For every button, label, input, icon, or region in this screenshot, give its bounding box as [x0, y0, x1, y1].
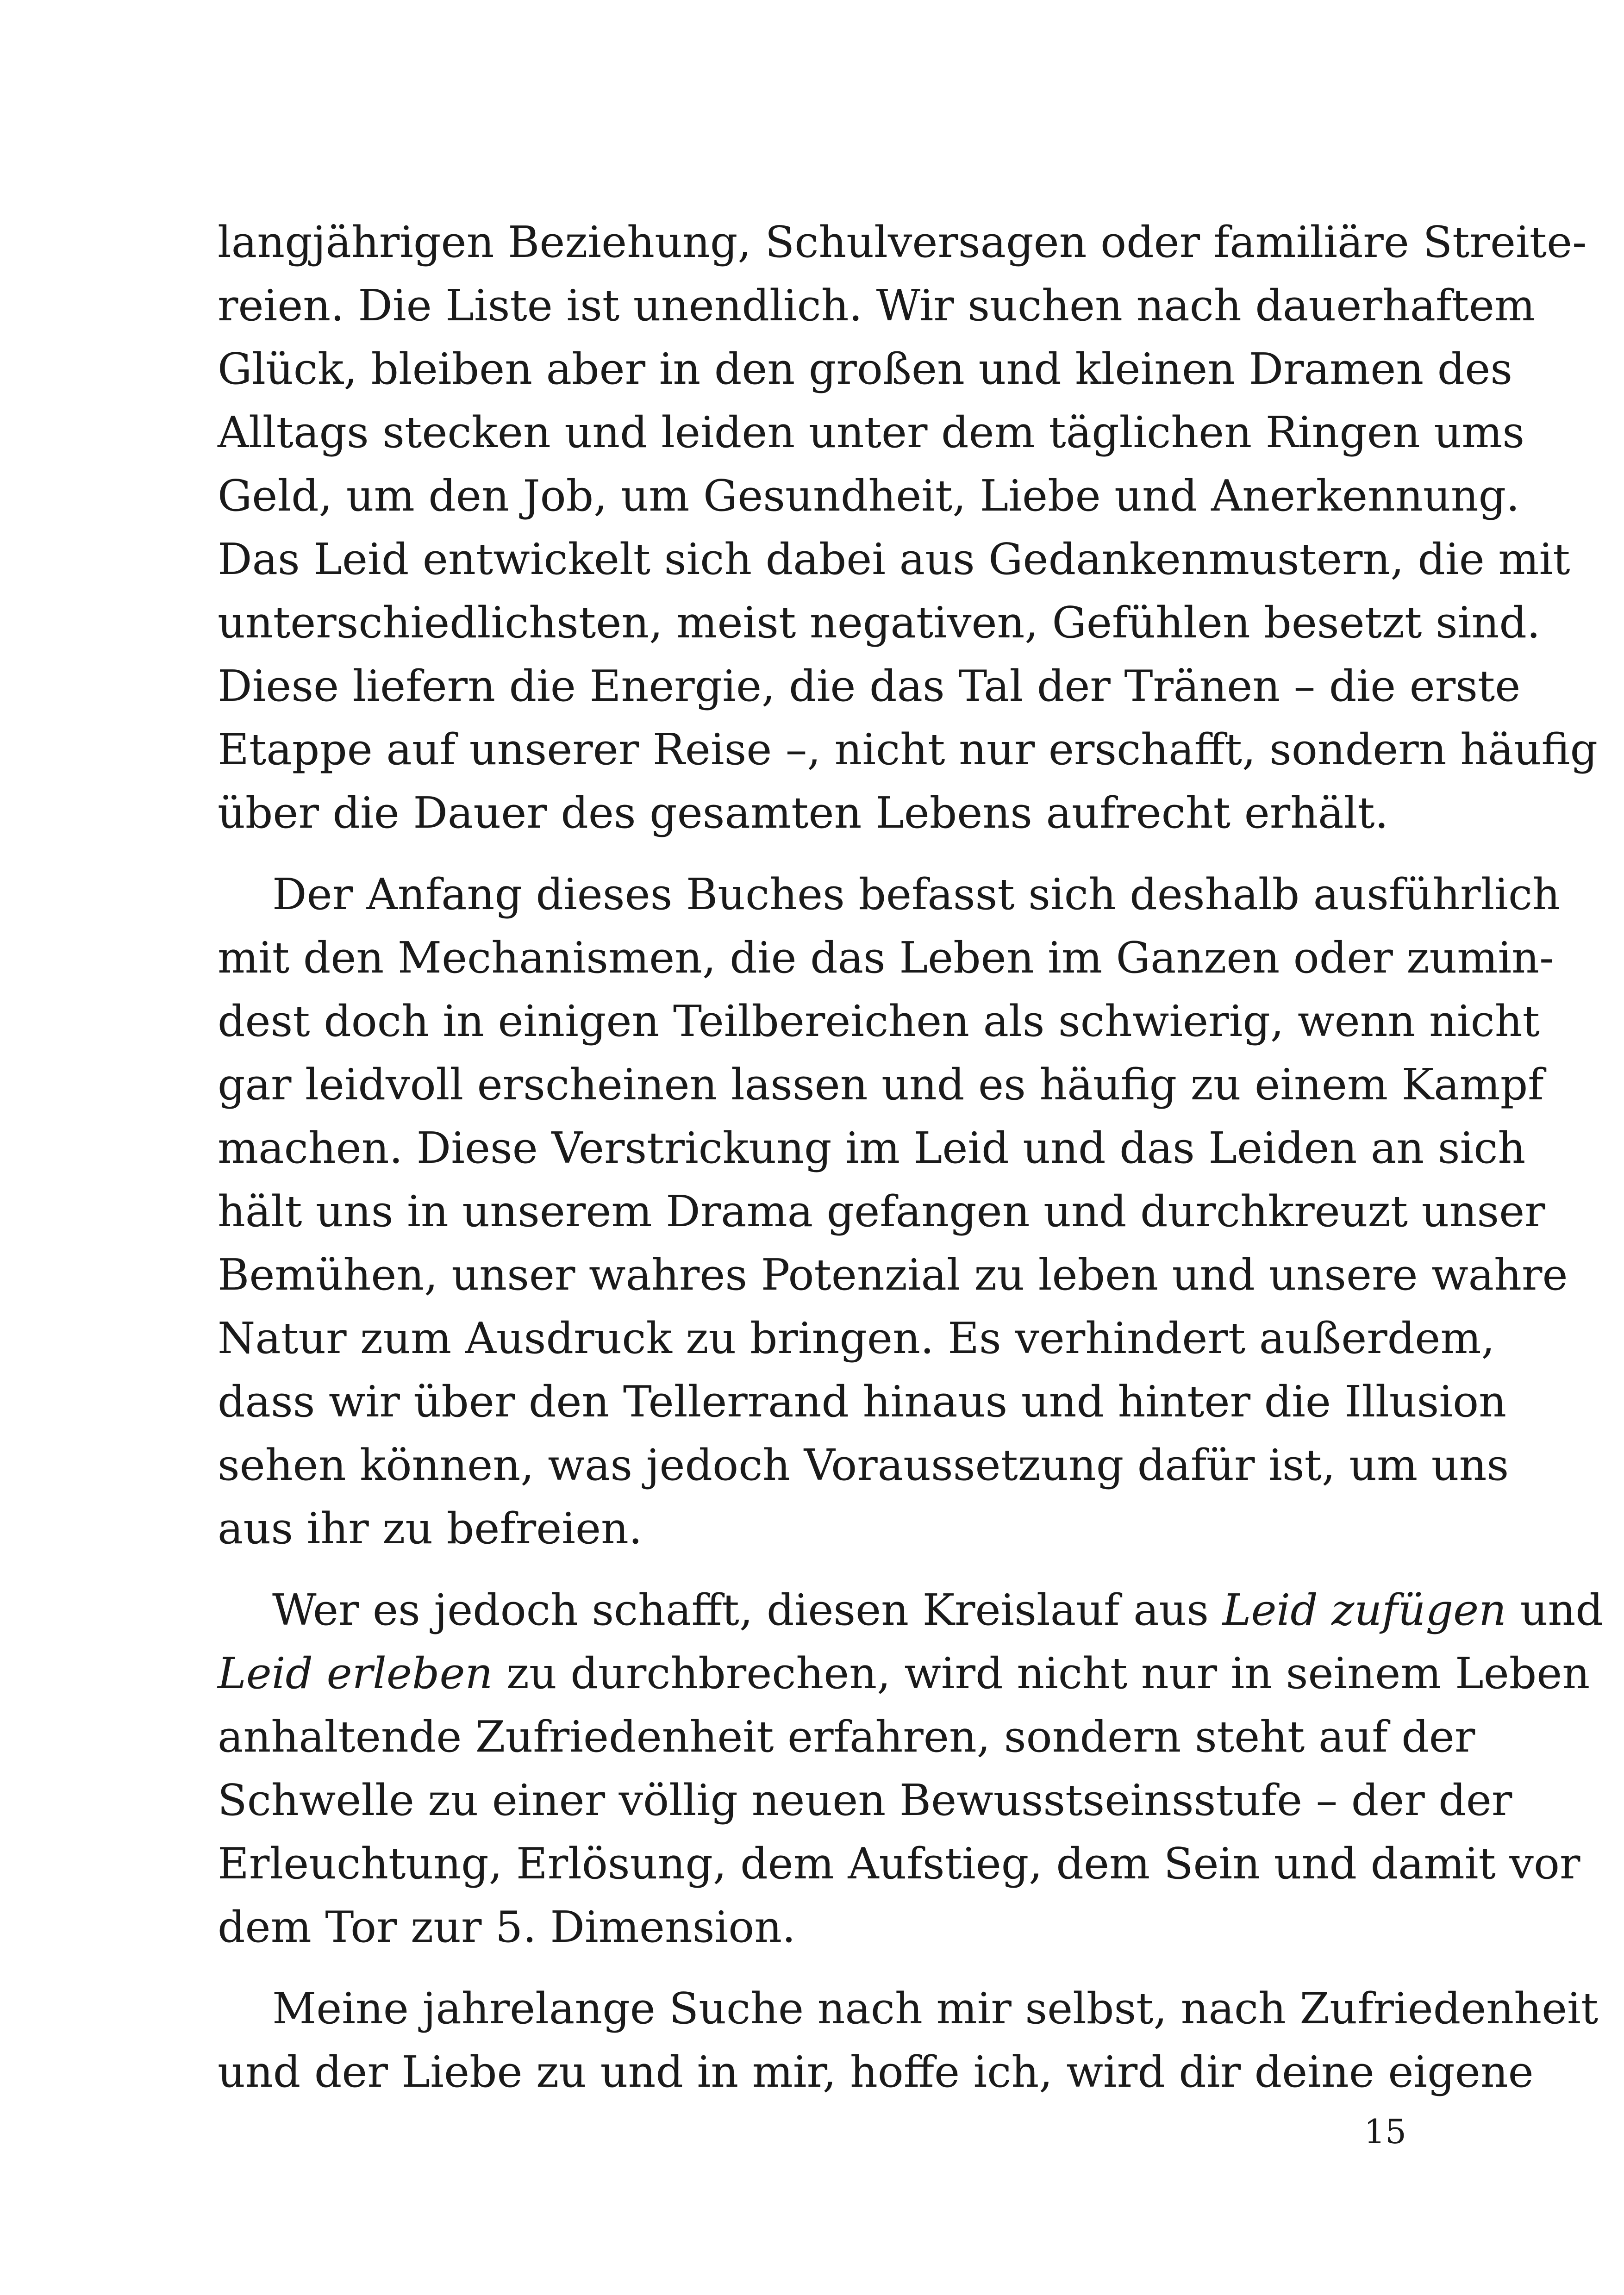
text-line: Schwelle zu einer völlig neuen Bewusstseinsstufe – der der [218, 1775, 1512, 1825]
text-line: mit den Mechanismen, die das Leben im Ganzen oder zumin- [218, 933, 1554, 983]
text-line: Etappe auf unserer Reise –, nicht nur erschafft, sondern häufig [218, 724, 1598, 774]
text-line: Bemühen, unser wahres Potenzial zu leben und unsere wahre [218, 1250, 1568, 1300]
paragraph-1 [218, 211, 1598, 845]
text-line: Diese liefern die Energie, die das Tal der Tränen – die erste [218, 661, 1521, 711]
paragraph-gap [218, 845, 1406, 863]
text-line: reien. Die Liste ist unendlich. Wir suchen nach dauerhaftem [218, 281, 1536, 331]
paragraph-3 [218, 1578, 1603, 1959]
text-line: dass wir über den Tellerrand hinaus und hinter die Illusion [218, 1377, 1506, 1427]
text-line: anhaltende Zufriedenheit erfahren, sondern steht auf der [218, 1712, 1475, 1762]
paragraph-gap [218, 1959, 1406, 1977]
text-line: hält uns in unserem Drama gefangen und durchkreuzt unser [218, 1186, 1545, 1236]
paragraph-2 [218, 863, 1568, 1560]
text-line: gar leidvoll erscheinen lassen und es häufig zu einem Kampf [218, 1060, 1544, 1110]
text-line: Das Leid entwickelt sich dabei aus Gedankenmustern, die mit [218, 534, 1570, 584]
text-line: und der Liebe zu und in mir, hoffe ich, wird dir deine eigene [218, 2047, 1534, 2097]
text-run: und [1506, 1585, 1603, 1635]
text-line [218, 1578, 1603, 1642]
text-line: Meine jahrelange Suche nach mir selbst, nach Zufriedenheit [272, 1983, 1599, 2033]
text-line: Alltags stecken und leiden unter dem täglichen Ringen ums [218, 407, 1525, 457]
text-line: Natur zum Ausdruck zu bringen. Es verhindert außerdem, [218, 1313, 1495, 1363]
page-number: 15 [1364, 2112, 1406, 2151]
paragraph-4 [218, 1977, 1599, 2104]
text-line: machen. Diese Verstrickung im Leid und das Leiden an sich [218, 1123, 1526, 1173]
text-line: dest doch in einigen Teilbereichen als schwierig, wenn nicht [218, 996, 1540, 1046]
body-text [218, 211, 1603, 2104]
text-line: über die Dauer des gesamten Lebens aufrecht erhält. [218, 788, 1389, 838]
text-line: Erleuchtung, Erlösung, dem Aufstieg, dem Sein und damit vor [218, 1839, 1580, 1889]
text-line: unterschiedlichsten, meist negativen, Gefühlen besetzt sind. [218, 598, 1541, 648]
italic-term: Leid erleben [218, 1648, 493, 1698]
text-run: zu durchbrechen, wird nicht nur in seinem Leben [493, 1648, 1590, 1698]
text-line [218, 1642, 1590, 1705]
text-line: Der Anfang dieses Buches befasst sich deshalb ausführlich [272, 869, 1560, 919]
text-line: Glück, bleiben aber in den großen und kleinen Dramen des [218, 344, 1513, 394]
paragraph-gap [218, 1560, 1406, 1578]
text-line: aus ihr zu befreien. [218, 1503, 643, 1553]
text-line: Geld, um den Job, um Gesundheit, Liebe und Anerkennung. [218, 471, 1520, 521]
text-line: langjährigen Beziehung, Schulversagen oder familiäre Streite- [218, 217, 1587, 267]
text-line: sehen können, was jedoch Voraussetzung dafür ist, um uns [218, 1440, 1509, 1490]
italic-term: Leid zufügen [1222, 1585, 1507, 1635]
text-run: Wer es jedoch schafft, diesen Kreislauf aus [272, 1585, 1223, 1635]
text-line: dem Tor zur 5. Dimension. [218, 1902, 796, 1952]
